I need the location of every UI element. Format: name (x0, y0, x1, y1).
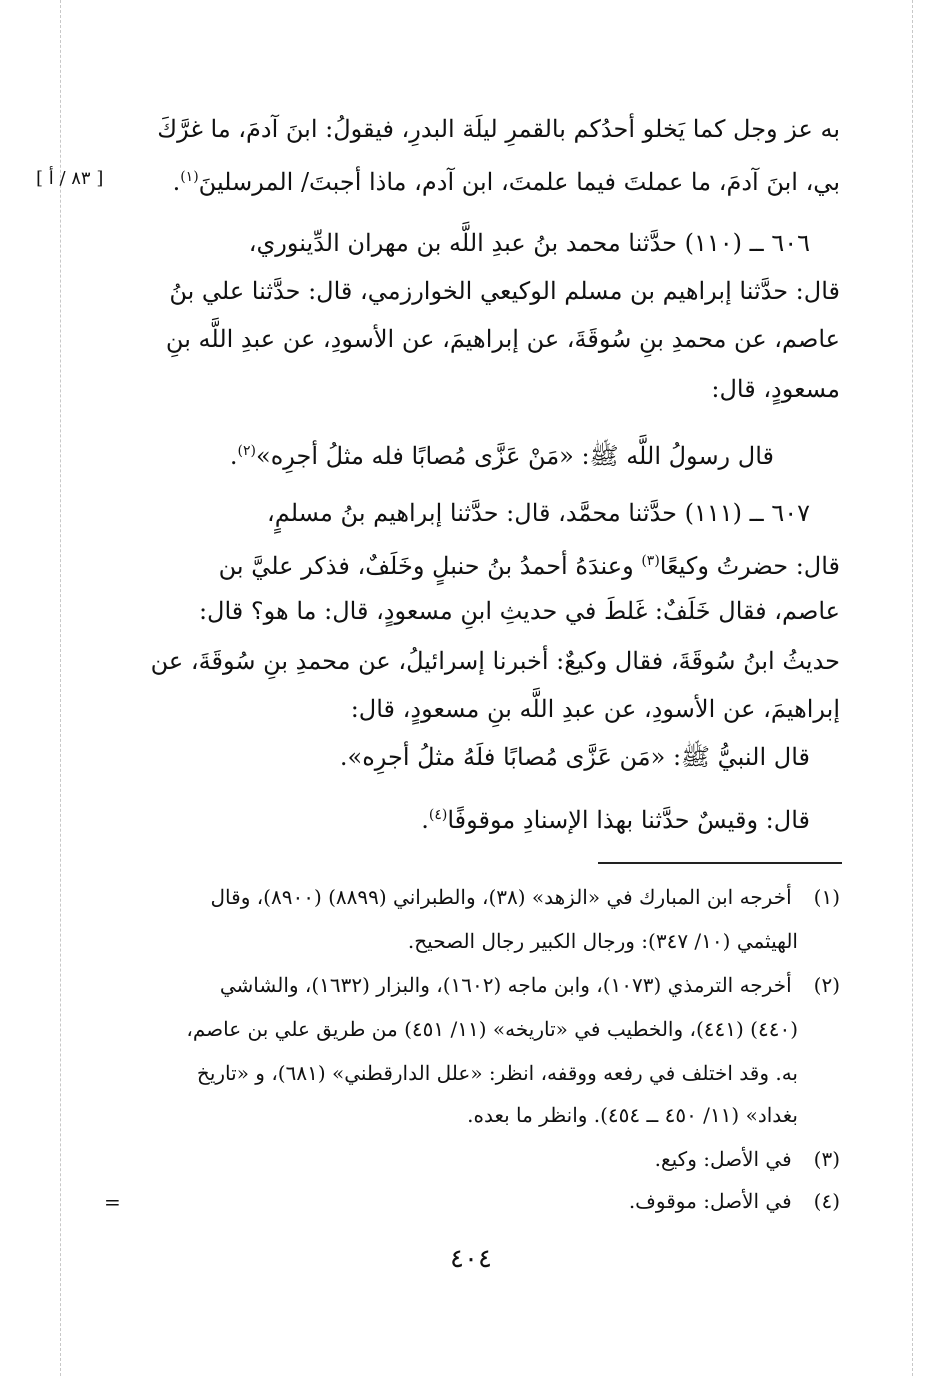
hadith-text-606: قال رسولُ اللَّه ﷺ: «مَنْ عَزَّى مُصابًا فله مثلُ أجرِه»$^{(٢)}$. (229, 442, 774, 470)
text-line: مسعودٍ، قال: (711, 375, 840, 403)
footnote-1: (١) أخرجه ابن المبارك في «الزهد» (٣٨)، والطبراني (٨٨٩٩) (٨٩٠٠)، وقال (210, 885, 840, 909)
footnote-ref: (١) (180, 169, 199, 185)
hadith-text-607: قال النبيُّ ﷺ: «مَن عَزَّى مُصابًا فلَهُ مثلُ أجرِه». (339, 743, 810, 771)
continuation-mark: = (104, 1190, 121, 1214)
footnote-2: (٢) أخرجه الترمذي (١٠٧٣)، وابن ماجه (١٦٠٢)، والبزار (١٦٣٢)، والشاشي (219, 973, 840, 997)
page-number: ٤٠٤ (450, 1244, 492, 1274)
left-guide-line (60, 0, 61, 1376)
text-line: قال: وقيسٌ حدَّثنا بهذا الإسنادِ موقوفًا$^{(٤)}$. (421, 806, 810, 834)
hadith-heading-606: ٦٠٦ ــ (١١٠) حدَّثنا محمد بنُ عبدِ اللَّه بن مهران الدِّينوري، (248, 229, 810, 257)
text-line: بي، ابنَ آدمَ، ما عملتَ فيما علمتَ، ابن آدم، ماذا أجبتَ/ المرسلينَ$^{(١)}$. (172, 168, 840, 196)
footnote-ref: (٣) (641, 553, 660, 569)
footnote-3: (٣) في الأصل: وكيع. (654, 1147, 840, 1171)
text-line: قال: حدَّثنا إبراهيم بن مسلم الوكيعي الخوارزمي، قال: حدَّثنا علي بنُ (169, 277, 840, 305)
footnote-ref: (٤) (428, 807, 448, 823)
text-line: عاصم، عن محمدِ بنِ سُوقَةَ، عن إبراهيمَ، عن الأسودِ، عن عبدِ اللَّه بنِ (165, 325, 840, 353)
text-line: به عز وجل كما يَخلو أحدُكم بالقمرِ ليلَة البدرِ، فيقولُ: ابنَ آدمَ، ما غرَّكَ (157, 115, 840, 143)
footnote-ref: (٢) (237, 443, 257, 459)
hadith-heading-607: ٦٠٧ ــ (١١١) حدَّثنا محمَّد، قال: حدَّثنا إبراهيم بنُ مسلمٍ، (266, 499, 810, 527)
margin-folio-note: [ ٨٣ / أ ] (36, 168, 104, 189)
text-line: إبراهيمَ، عن الأسودِ، عن عبدِ اللَّه بنِ مسعودٍ، قال: (350, 695, 840, 723)
footnote-2-cont: (٤٤٠) (٤٤١)، والخطيب في «تاريخه» (١١/ ٤٥١) من طريق علي بن عاصم، (186, 1017, 798, 1041)
text-line: قال: حضرتُ وكيعًا$^{(٣)}$ وعندَهُ أحمدُ بنُ حنبلٍ وخَلَفٌ، فذكر عليَّ بن (218, 552, 840, 580)
text-line: حديثُ ابنُ سُوقَةَ، فقال وكيعٌ: أخبرنا إسرائيلُ، عن محمدِ بنِ سُوقَةَ، عن (150, 647, 840, 675)
text-line: عاصم، فقال خَلَفٌ: غَلطَ في حديثِ ابنِ مسعودٍ، قال: ما هو؟ قال: (198, 597, 840, 625)
right-guide-line (912, 0, 913, 1376)
footnote-separator (598, 862, 842, 864)
footnote-2-cont: بغداد» (١١/ ٤٥٠ ــ ٤٥٤). وانظر ما بعده. (467, 1103, 798, 1127)
footnote-4: (٤) في الأصل: موقوف. (628, 1189, 840, 1213)
footnote-1-cont: الهيثمي (١٠/ ٣٤٧): ورجال الكبير رجال الصحيح. (407, 929, 798, 953)
footnote-2-cont: به. وقد اختلف في رفعه ووقفه، انظر: «علل الدارقطني» (٦٨١)، و «تاريخ (196, 1061, 798, 1085)
